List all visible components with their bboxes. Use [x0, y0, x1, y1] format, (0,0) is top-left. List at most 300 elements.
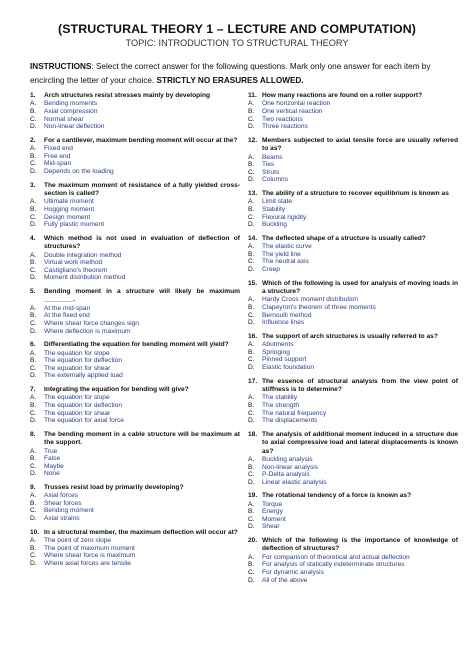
option-letter: C.: [30, 409, 37, 417]
option-letter: B.: [248, 250, 255, 258]
option-letter: A.: [30, 537, 37, 545]
answer-option[interactable]: [248, 319, 458, 327]
option-letter: B.: [248, 205, 255, 213]
option-letter: A.: [248, 198, 255, 206]
option-text: Virtual work method: [44, 259, 103, 267]
answer-option[interactable]: [30, 410, 240, 418]
question-number: 12.: [248, 136, 258, 144]
option-letter: B.: [30, 205, 37, 213]
answer-option[interactable]: [248, 116, 458, 124]
option-text: Creep: [262, 265, 280, 273]
answer-option[interactable]: [30, 402, 240, 410]
option-letter: C.: [30, 507, 37, 515]
option-text: One horizontal reaction: [262, 100, 331, 108]
answer-option[interactable]: [30, 492, 240, 500]
option-text: The point of maximum moment: [44, 544, 135, 552]
option-letter: A.: [30, 349, 37, 357]
option-text: Influence lines: [262, 319, 305, 327]
option-text: Non-linear deflection: [44, 123, 105, 131]
option-text: Two reactions: [262, 115, 303, 123]
option-letter: A.: [30, 100, 37, 108]
option-text: Bending moment: [44, 507, 94, 515]
right-column: [248, 92, 458, 590]
option-letter: C.: [30, 462, 37, 470]
answer-option[interactable]: [248, 554, 458, 562]
option-letter: D.: [248, 123, 255, 131]
option-text: Non-linear analysis: [262, 463, 319, 471]
option-letter: D.: [30, 515, 37, 523]
question-item: [30, 137, 240, 176]
answer-option[interactable]: [30, 274, 240, 282]
answer-option[interactable]: [248, 108, 458, 116]
question-number: 2.: [30, 136, 36, 144]
answer-option[interactable]: [248, 206, 458, 214]
option-letter: B.: [30, 544, 37, 552]
option-letter: A.: [30, 447, 37, 455]
option-text: Double integration method: [44, 251, 122, 259]
answer-option[interactable]: [30, 259, 240, 267]
answer-option[interactable]: [30, 394, 240, 402]
question-number: 17.: [248, 377, 258, 385]
option-text: Linear elastic analysis: [262, 478, 327, 486]
answer-option[interactable]: [30, 448, 240, 456]
instructions-text: : Select the correct answer for the following questions. Mark only one answer for each item by encircling the letter of your choice.: [30, 62, 431, 85]
question-item: [248, 537, 458, 584]
answer-option[interactable]: [30, 500, 240, 508]
answer-option[interactable]: [30, 123, 240, 131]
option-letter: A.: [248, 500, 255, 508]
question-item: [248, 235, 458, 274]
answer-option[interactable]: [30, 545, 240, 553]
question-item: [30, 92, 240, 131]
option-text: P-Delta analysis: [262, 471, 310, 479]
answer-option[interactable]: [30, 221, 240, 229]
option-letter: B.: [30, 259, 37, 267]
option-text: Moment: [262, 515, 286, 523]
option-text: Three reactions: [262, 123, 308, 131]
option-text: Fixed end: [44, 145, 73, 153]
answer-option[interactable]: [248, 417, 458, 425]
answer-option[interactable]: [248, 523, 458, 531]
option-text: At the mid-span: [44, 304, 91, 312]
option-text: Torque: [262, 500, 283, 508]
question-text: The deflected shape of a structure is usually called?: [262, 234, 426, 242]
question-text: Arch structures resist stresses mainly by developing: [44, 92, 211, 99]
document-topic: TOPIC: INTRODUCTION TO STRUCTURAL THEORY: [125, 38, 349, 48]
question-stem: [30, 529, 240, 537]
option-text: False: [44, 455, 61, 463]
question-stem: [248, 492, 458, 500]
answer-option[interactable]: [30, 312, 240, 320]
option-text: Where shear force is maximum: [44, 552, 136, 560]
option-letter: C.: [248, 409, 255, 417]
question-stem: [30, 288, 240, 305]
option-letter: D.: [30, 417, 37, 425]
question-item: [248, 137, 458, 184]
answer-option[interactable]: [30, 417, 240, 425]
option-letter: C.: [248, 569, 255, 577]
question-number: 16.: [248, 332, 258, 340]
question-number: 4.: [30, 234, 36, 242]
answer-option[interactable]: [30, 305, 240, 313]
option-text: The equation for slope: [44, 394, 110, 402]
answer-option[interactable]: [248, 154, 458, 162]
question-number: 10.: [30, 528, 40, 536]
option-letter: C.: [30, 266, 37, 274]
option-text: Bernoulli method: [262, 311, 312, 319]
option-text: The equation for shear: [44, 409, 111, 417]
question-item: [30, 386, 240, 425]
option-text: Mid-span: [44, 160, 72, 168]
question-text: The essence of structural analysis from the view point of stiffness is to determine?: [262, 377, 458, 393]
answer-option[interactable]: [30, 116, 240, 124]
question-number: 15.: [248, 279, 258, 287]
option-text: The equation for slope: [44, 349, 110, 357]
answer-option[interactable]: [248, 356, 458, 364]
option-letter: C.: [30, 364, 37, 372]
answer-option[interactable]: [30, 372, 240, 380]
option-text: Hogging moment: [44, 205, 95, 213]
option-letter: A.: [30, 304, 37, 312]
answer-option[interactable]: [248, 161, 458, 169]
option-letter: C.: [30, 213, 37, 221]
answer-option[interactable]: [248, 394, 458, 402]
option-letter: D.: [248, 523, 255, 531]
option-letter: B.: [248, 161, 255, 169]
answer-option[interactable]: [30, 537, 240, 545]
answer-option[interactable]: [248, 577, 458, 585]
answer-option[interactable]: [30, 168, 240, 176]
answer-option[interactable]: [30, 214, 240, 222]
question-number: 20.: [248, 537, 258, 545]
question-item: [30, 484, 240, 523]
option-letter: B.: [248, 303, 255, 311]
question-number: 3.: [30, 181, 36, 189]
question-stem: [248, 431, 458, 456]
answer-option[interactable]: [30, 470, 240, 478]
option-text: Flexural rigidity: [262, 213, 307, 221]
question-item: [248, 92, 458, 131]
option-letter: C.: [248, 115, 255, 123]
option-letter: D.: [248, 417, 255, 425]
option-text: The stability: [262, 394, 298, 402]
left-column: [30, 92, 240, 590]
question-stem: [30, 92, 240, 100]
option-letter: B.: [30, 357, 37, 365]
option-text: Struts: [262, 168, 280, 176]
option-letter: D.: [30, 372, 37, 380]
question-text: The bending moment in a cable structure will be maximum at the support.: [44, 430, 240, 447]
option-letter: B.: [248, 348, 255, 356]
option-text: One vertical reaction: [262, 108, 323, 115]
answer-option[interactable]: [248, 258, 458, 266]
question-text: Which method is not used in evaluation of deflection of structures?: [44, 234, 240, 251]
question-item: [30, 235, 240, 282]
question-stem: [248, 235, 458, 243]
question-item: [30, 182, 240, 229]
question-text: Bending moment in a structure will likely be maximum ________.: [44, 287, 240, 304]
option-letter: B.: [30, 312, 37, 320]
document-title: (STRUCTURAL THEORY 1 – LECTURE AND COMPUTATION): [57, 22, 417, 36]
option-letter: A.: [248, 341, 255, 349]
answer-option[interactable]: [248, 296, 458, 304]
answer-option[interactable]: [248, 243, 458, 251]
option-letter: C.: [248, 356, 255, 364]
answer-option[interactable]: [30, 455, 240, 463]
question-item: [248, 280, 458, 327]
option-text: Where shear force changes sign: [44, 319, 139, 327]
question-number: 18.: [248, 430, 258, 438]
answer-option[interactable]: [30, 206, 240, 214]
answer-option[interactable]: [30, 463, 240, 471]
answer-option[interactable]: [248, 312, 458, 320]
option-text: Fully plastic moment: [44, 221, 105, 229]
option-text: Columns: [262, 176, 289, 184]
option-text: The yield line: [262, 250, 301, 258]
answer-option[interactable]: [30, 560, 240, 568]
answer-option[interactable]: [30, 160, 240, 168]
answer-option[interactable]: [248, 456, 458, 464]
option-text: The strength: [262, 401, 300, 409]
question-stem: [248, 280, 458, 297]
answer-option[interactable]: [30, 357, 240, 365]
answer-option[interactable]: [30, 515, 240, 523]
answer-option[interactable]: [248, 471, 458, 479]
option-letter: A.: [30, 394, 37, 402]
question-item: [248, 431, 458, 487]
question-stem: [248, 190, 458, 198]
question-stem: [30, 386, 240, 394]
question-item: [30, 288, 240, 335]
answer-option[interactable]: [248, 364, 458, 372]
option-text: At the fixed end: [44, 312, 90, 320]
option-letter: D.: [30, 167, 37, 175]
answer-option[interactable]: [30, 328, 240, 336]
question-item: [248, 378, 458, 425]
option-letter: C.: [248, 168, 255, 176]
option-text: The equation for deflection: [44, 357, 123, 365]
answer-option[interactable]: [30, 552, 240, 560]
option-text: Axial forces: [44, 492, 79, 500]
question-number: 8.: [30, 430, 36, 438]
option-text: The equation for deflection: [44, 401, 123, 409]
answer-option[interactable]: [248, 100, 458, 108]
question-text: Which of the following is the importance of knowledge of deflection of structures?: [262, 537, 458, 553]
option-text: Ties: [262, 161, 275, 169]
question-number: 6.: [30, 341, 36, 349]
option-letter: C.: [248, 258, 255, 266]
question-stem: [30, 484, 240, 492]
question-number: 11.: [248, 92, 257, 99]
question-number: 9.: [30, 483, 36, 491]
answer-option[interactable]: [248, 569, 458, 577]
option-text: Buckling: [262, 221, 287, 229]
question-stem: [248, 137, 458, 154]
answer-option[interactable]: [248, 516, 458, 524]
question-stem: [248, 378, 458, 395]
option-text: For analysis of statically indeterminate structures: [262, 561, 405, 569]
option-text: Moment distribution method: [44, 274, 126, 282]
option-letter: A.: [248, 243, 255, 251]
answer-option[interactable]: [30, 198, 240, 206]
answer-option[interactable]: [30, 100, 240, 108]
answer-option[interactable]: [248, 304, 458, 312]
option-text: Castigliano's theorem: [44, 266, 108, 274]
question-item: [248, 190, 458, 229]
answer-option[interactable]: [30, 365, 240, 373]
option-text: The equation for shear: [44, 364, 111, 372]
option-letter: B.: [248, 561, 255, 569]
answer-option[interactable]: [30, 153, 240, 161]
question-item: [30, 529, 240, 568]
option-letter: C.: [248, 515, 255, 523]
instructions-emphasis: STRICTLY NO ERASURES ALLOWED.: [156, 76, 304, 85]
option-letter: B.: [30, 401, 37, 409]
option-letter: D.: [30, 327, 37, 335]
instructions-label: INSTRUCTIONS: [30, 62, 92, 71]
question-text: Which of the following is used for analysis of moving loads in a structure?: [262, 279, 458, 295]
question-text: Integrating the equation for bending will give?: [44, 385, 189, 393]
answer-option[interactable]: [248, 341, 458, 349]
option-letter: A.: [248, 153, 255, 161]
question-stem: [30, 182, 240, 199]
option-text: Where axial forces are tensile: [44, 559, 131, 567]
question-stem: [30, 235, 240, 252]
option-text: Pinned support: [262, 356, 307, 364]
option-text: All of the above: [262, 576, 308, 584]
question-number: 14.: [248, 234, 258, 242]
answer-option[interactable]: [30, 507, 240, 515]
question-item: [248, 492, 458, 531]
option-letter: D.: [30, 221, 37, 229]
answer-option[interactable]: [248, 176, 458, 184]
option-letter: D.: [248, 265, 255, 273]
answer-option[interactable]: [248, 561, 458, 569]
option-text: Normal shear: [44, 115, 84, 123]
question-number: 1.: [30, 92, 36, 99]
option-text: Ultimate moment: [44, 198, 94, 206]
answer-option[interactable]: [248, 349, 458, 357]
option-letter: A.: [248, 553, 255, 561]
option-text: Shear: [262, 523, 280, 531]
option-text: Free end: [44, 152, 71, 160]
option-text: The equation for axial force: [44, 417, 124, 425]
question-text: Trusses resist load by primarily developing?: [44, 483, 184, 491]
option-text: Beams: [262, 153, 283, 161]
question-text: The ability of a structure to recover equilibrium is known as: [262, 189, 449, 197]
option-text: The natural frequency: [262, 409, 327, 417]
answer-option[interactable]: [30, 267, 240, 275]
answer-option[interactable]: [248, 464, 458, 472]
option-letter: A.: [248, 394, 255, 402]
option-text: Axial strains: [44, 515, 80, 523]
option-text: The externally applied load: [44, 372, 123, 380]
question-text: For a cantilever, maximum bending moment will occur at the?: [44, 136, 238, 144]
answer-option[interactable]: [30, 252, 240, 260]
option-text: Depends on the loading: [44, 167, 114, 175]
question-number: 13.: [248, 189, 258, 197]
option-letter: D.: [30, 274, 37, 282]
question-item: [248, 333, 458, 372]
option-text: Where deflection is maximum: [44, 327, 131, 335]
option-text: Hardy Cross moment distribution: [262, 296, 359, 304]
question-columns: [30, 92, 458, 590]
option-letter: D.: [30, 559, 37, 567]
option-letter: C.: [248, 311, 255, 319]
answer-option[interactable]: [30, 320, 240, 328]
answer-option[interactable]: [248, 266, 458, 274]
option-text: Buckling analysis: [262, 455, 313, 463]
option-text: For comparison of theoretical and actual deflection: [262, 553, 410, 561]
question-text: The maximum moment of resistance of a fully yielded cross-section is called?: [44, 181, 240, 197]
option-text: Energy: [262, 508, 283, 516]
question-stem: [248, 92, 458, 100]
option-letter: C.: [30, 160, 37, 168]
option-text: None: [44, 470, 60, 478]
option-letter: C.: [248, 471, 255, 479]
option-letter: B.: [248, 463, 255, 471]
option-letter: D.: [248, 478, 255, 486]
question-item: [30, 341, 240, 380]
option-text: Stability: [262, 205, 286, 213]
option-letter: B.: [30, 108, 37, 115]
question-number: 5.: [30, 287, 36, 295]
question-stem: [30, 341, 240, 349]
option-letter: C.: [30, 319, 37, 327]
answer-option[interactable]: [248, 501, 458, 509]
option-text: For dynamic analysis: [262, 569, 324, 577]
option-letter: A.: [30, 198, 37, 206]
question-number: 7.: [30, 385, 36, 393]
answer-option[interactable]: [248, 221, 458, 229]
answer-option[interactable]: [248, 123, 458, 131]
option-text: True: [44, 447, 58, 455]
question-stem: [30, 431, 240, 448]
question-text: In a structural member, the maximum deflection will occur at?: [44, 528, 238, 536]
option-text: Abutments: [262, 341, 294, 349]
question-number: 19.: [248, 492, 258, 500]
answer-option[interactable]: [248, 410, 458, 418]
option-text: Limit state: [262, 198, 293, 206]
option-letter: A.: [248, 296, 255, 304]
answer-option[interactable]: [30, 145, 240, 153]
answer-option[interactable]: [248, 508, 458, 516]
option-letter: A.: [30, 492, 37, 500]
option-text: The neutral axis: [262, 258, 309, 266]
option-letter: D.: [248, 363, 255, 371]
option-letter: D.: [248, 221, 255, 229]
answer-option[interactable]: [248, 251, 458, 259]
answer-option[interactable]: [30, 108, 240, 116]
answer-option[interactable]: [248, 479, 458, 487]
question-text: Differentiating the equation for bending moment will yield?: [44, 341, 229, 349]
question-text: Members subjected to axial tensile force are usually referred to as?: [262, 136, 458, 153]
answer-option[interactable]: [248, 169, 458, 177]
option-letter: A.: [30, 251, 37, 259]
option-letter: A.: [30, 145, 37, 153]
option-text: Maybe: [44, 462, 64, 470]
question-item: [30, 431, 240, 478]
answer-option[interactable]: [248, 198, 458, 206]
option-text: Bending moments: [44, 100, 98, 108]
option-text: Shear forces: [44, 499, 82, 507]
option-letter: D.: [30, 470, 37, 478]
answer-option[interactable]: [248, 214, 458, 222]
option-letter: B.: [30, 455, 37, 463]
option-text: The point of zero slope: [44, 537, 112, 545]
answer-option[interactable]: [30, 350, 240, 358]
answer-option[interactable]: [248, 402, 458, 410]
